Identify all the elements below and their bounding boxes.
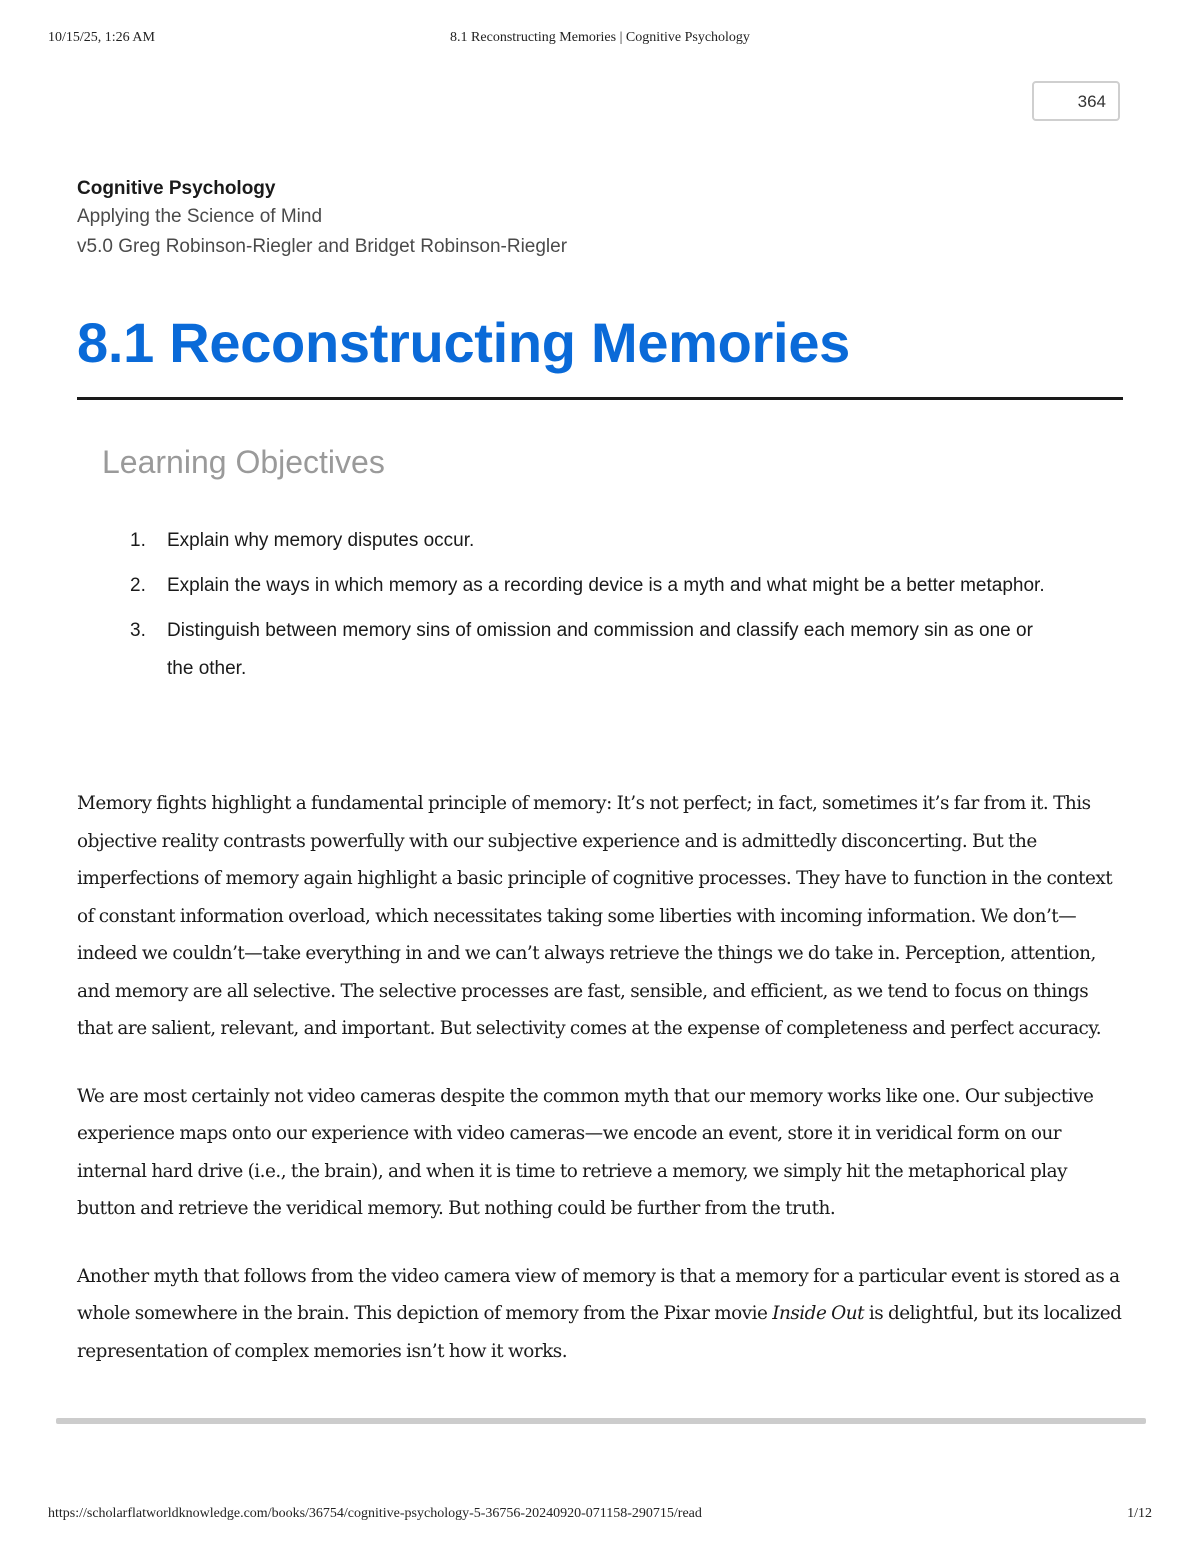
list-item-number: 1. (130, 530, 146, 551)
list-item-number: 2. (130, 575, 146, 596)
print-header (48, 30, 1152, 50)
list-item (120, 567, 1060, 605)
body-text (77, 785, 1127, 1400)
page-number-input[interactable]: 364 (1032, 81, 1120, 121)
list-item (120, 612, 1060, 688)
horizontal-scrollbar[interactable] (56, 1418, 1146, 1424)
print-document-title: 8.1 Reconstructing Memories | Cognitive Psychology (450, 30, 750, 45)
print-date: 10/15/25, 1:26 AM (48, 30, 155, 45)
list-item-number: 3. (130, 620, 146, 641)
book-subtitle: Applying the Science of Mind (77, 206, 323, 227)
body-paragraph: Memory fights highlight a fundamental principle of memory: It’s not perfect; in fact, sometimes it’s far from it. This objective reality contrasts powerfully with our subjective experience and is admittedly disconcerting. But the imperfections of memory again highlight a basic principle of cognitive processes. They have to function in the context of constant information overload, which necessitates taking some liberties with incoming information. We don’t—indeed we couldn’t—take everything in and we can’t always retrieve the things we do take in. Perception, attention, and memory are all selective. The selective processes are fast, sensible, and efficient, as we tend to focus on things that are salient, relevant, and important. But selectivity comes at the expense of completeness and perfect accuracy. (77, 793, 1113, 1039)
learning-objectives-list (120, 522, 1060, 695)
book-title: Cognitive Psychology (77, 178, 276, 199)
title-divider (77, 397, 1123, 400)
list-item-text: Distinguish between memory sins of omission and commission and classify each memory sin as one or the other. (167, 620, 1033, 679)
print-page-number: 1/12 (1127, 1506, 1152, 1521)
list-item-text: Explain why memory disputes occur. (167, 530, 475, 551)
book-version-authors: v5.0 Greg Robinson-Riegler and Bridget Robinson-Riegler (77, 236, 568, 257)
learning-objectives-heading: Learning Objectives (102, 444, 385, 480)
print-footer (48, 1506, 1152, 1526)
paragraph-text: is delightful, but its localized representation of complex memories isn’t how it works. (77, 1303, 1122, 1362)
list-item-text: Explain the ways in which memory as a recording device is a myth and what might be a better metaphor. (167, 575, 1045, 596)
body-paragraph: We are most certainly not video cameras despite the common myth that our memory works like one. Our subjective experience maps onto our experience with video cameras—we encode an event, store it in veridical form on our internal hard drive (i.e., the brain), and when it is time to retrieve a memory, we simply hit the metaphorical play button and retrieve the veridical memory. But nothing could be further from the truth. (77, 1085, 1094, 1219)
paragraph-text: Another myth that follows from the video camera view of memory is that a memory for a particular event is stored as a whole somewhere in the brain. This depiction of memory from the Pixar movie (77, 1265, 1120, 1324)
chapter-title: 8.1 Reconstructing Memories (77, 311, 851, 374)
movie-title: Inside Out (772, 1303, 864, 1324)
body-paragraph (77, 1258, 1127, 1371)
book-meta (77, 176, 567, 262)
page-url: https://scholarflatworldknowledge.com/books/36754/cognitive-psychology-5-36756-20240920-071158-290715/read (48, 1506, 702, 1521)
list-item (120, 522, 1060, 560)
